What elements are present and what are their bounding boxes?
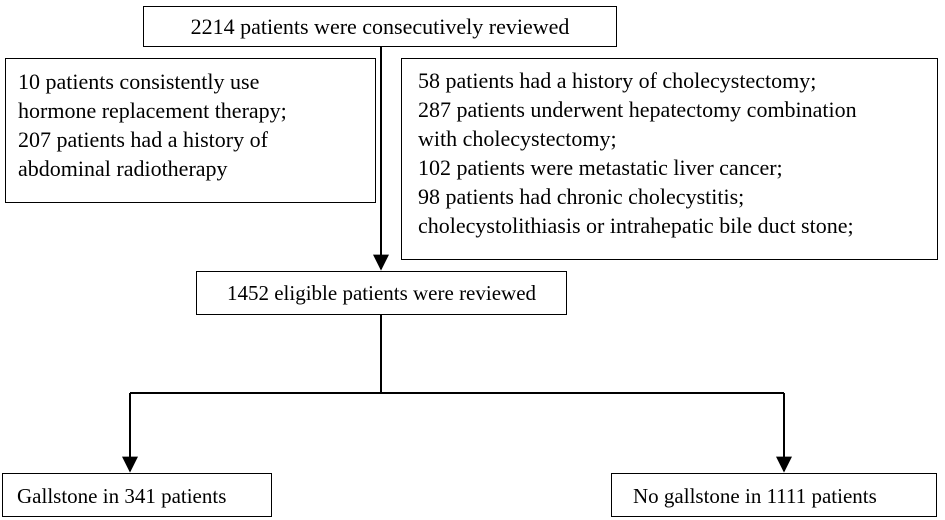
exclusion-box-right xyxy=(401,58,938,260)
exclusion-right-line: 287 patients underwent hepatectomy combination xyxy=(418,97,857,122)
exclusion-box-left xyxy=(5,58,376,203)
outcome-gallstone-text: Gallstone in 341 patients xyxy=(17,484,227,508)
exclusion-left-line: abdominal radiotherapy xyxy=(18,156,228,181)
outcome-box-no-gallstone xyxy=(611,473,937,517)
start-box xyxy=(143,6,617,47)
exclusion-right-line: with cholecystectomy; xyxy=(418,126,617,151)
exclusion-right-line: 58 patients had a history of cholecystectomy; xyxy=(418,68,817,93)
exclusion-left-line: hormone replacement therapy; xyxy=(18,98,287,123)
outcome-box-gallstone xyxy=(2,473,272,517)
eligible-box xyxy=(196,271,567,315)
exclusion-right-line: cholecystolithiasis or intrahepatic bile duct stone; xyxy=(418,213,854,238)
exclusion-right-line: 98 patients had chronic cholecystitis; xyxy=(418,184,745,209)
start-box-text: 2214 patients were consecutively reviewed xyxy=(190,14,570,39)
eligible-box-text: 1452 eligible patients were reviewed xyxy=(226,281,537,305)
exclusion-left-line: 10 patients consistently use xyxy=(18,69,260,94)
exclusion-left-line: 207 patients had a history of xyxy=(18,127,268,152)
exclusion-right-line: 102 patients were metastatic liver cancer; xyxy=(418,155,783,180)
outcome-no-gallstone-text: No gallstone in 1111 patients xyxy=(633,484,877,508)
